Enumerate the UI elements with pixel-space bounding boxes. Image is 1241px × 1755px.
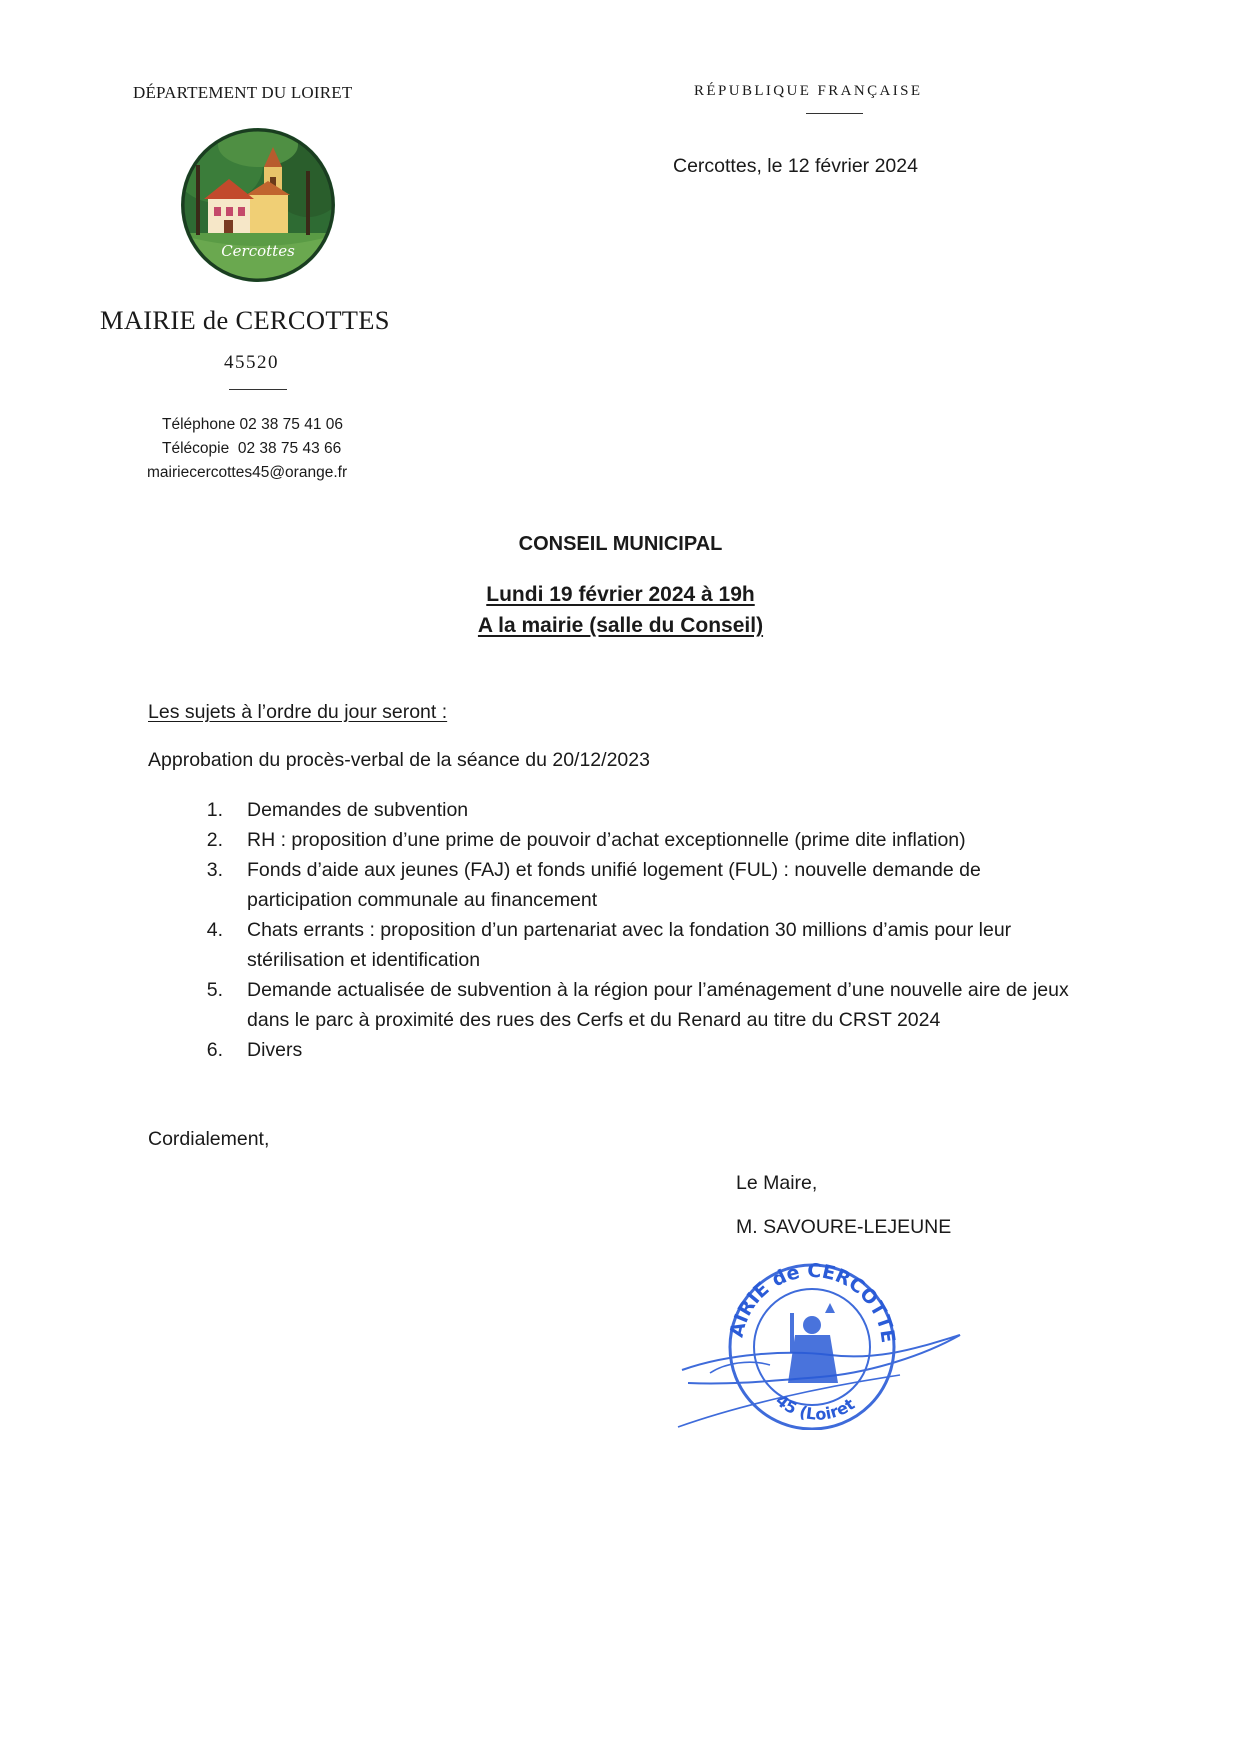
agenda-item — [175, 975, 1085, 1035]
postcode-divider — [229, 389, 287, 390]
agenda-item-number: 1. — [206, 799, 223, 821]
meeting-title: CONSEIL MUNICIPAL — [518, 533, 723, 555]
agenda-item — [175, 855, 1085, 915]
meeting-date-text: Lundi 19 février 2024 à 19h — [486, 583, 755, 606]
meeting-place-text: A la mairie (salle du Conseil) — [477, 614, 764, 637]
department-label: DÉPARTEMENT DU LOIRET — [133, 83, 353, 102]
agenda-intro: Les sujets à l’ordre du jour seront : — [148, 701, 448, 723]
republic-label: RÉPUBLIQUE FRANÇAISE — [694, 83, 923, 99]
republic-divider — [806, 113, 863, 114]
agenda-item-number: 4. — [206, 919, 223, 941]
stamp-bottom-textpath: 45 (Loiret — [772, 1390, 859, 1424]
logo-label: Cercottes — [221, 242, 295, 260]
agenda-item — [175, 915, 1085, 975]
official-stamp — [670, 1255, 970, 1430]
agenda-item-text: RH : proposition d’une prime de pouvoir d’achat exceptionnelle (prime dite inflation) — [247, 829, 966, 851]
agenda-item-text: Chats errants : proposition d’un partenariat avec la fondation 30 millions d’amis pour leur stérilisation et identification — [247, 919, 1012, 971]
agenda-item — [175, 1035, 1085, 1065]
email-line: mairiecercottes45@orange.fr — [147, 464, 348, 481]
agenda-item-number: 5. — [206, 979, 223, 1001]
postcode: 45520 — [224, 352, 279, 373]
agenda-item-number: 2. — [206, 829, 223, 851]
agenda-item-number: 6. — [206, 1039, 223, 1061]
meeting-place — [0, 614, 1241, 638]
dateline: Cercottes, le 12 février 2024 — [673, 155, 918, 177]
town-logo — [178, 125, 338, 285]
meeting-date — [0, 583, 1241, 607]
agenda-item — [175, 795, 1085, 825]
agenda-item-text: Divers — [247, 1039, 303, 1061]
agenda-list — [175, 795, 1085, 1065]
telecopie-line: Télécopie 02 38 75 43 66 — [162, 440, 342, 457]
agenda-item-text: Demandes de subvention — [247, 799, 469, 821]
stamp-seal — [670, 1255, 970, 1430]
agenda-item-number: 3. — [206, 859, 223, 881]
agenda-item — [175, 825, 1085, 855]
signer-title: Le Maire, — [736, 1172, 818, 1194]
town-logo-emblem — [178, 125, 338, 285]
mairie-name: MAIRIE de CERCOTTES — [100, 305, 390, 335]
agenda-approval: Approbation du procès-verbal de la séance du 20/12/2023 — [148, 749, 650, 771]
agenda-item-text: Demande actualisée de subvention à la région pour l’aménagement d’une nouvelle aire de jeux dans le parc à proximité des rues des Cerfs et du Renard au titre du CRST 2024 — [247, 979, 1080, 1031]
agenda-item-text: Fonds d’aide aux jeunes (FAJ) et fonds unifié logement (FUL) : nouvelle demande de participation communale au financement — [247, 859, 981, 911]
closing-salutation: Cordialement, — [148, 1128, 270, 1150]
stamp-top-textpath: AIRIE de CERCOTTE — [725, 1259, 900, 1345]
signer-name: M. SAVOURE-LEJEUNE — [736, 1216, 952, 1238]
telephone-line: Téléphone 02 38 75 41 06 — [162, 416, 343, 433]
